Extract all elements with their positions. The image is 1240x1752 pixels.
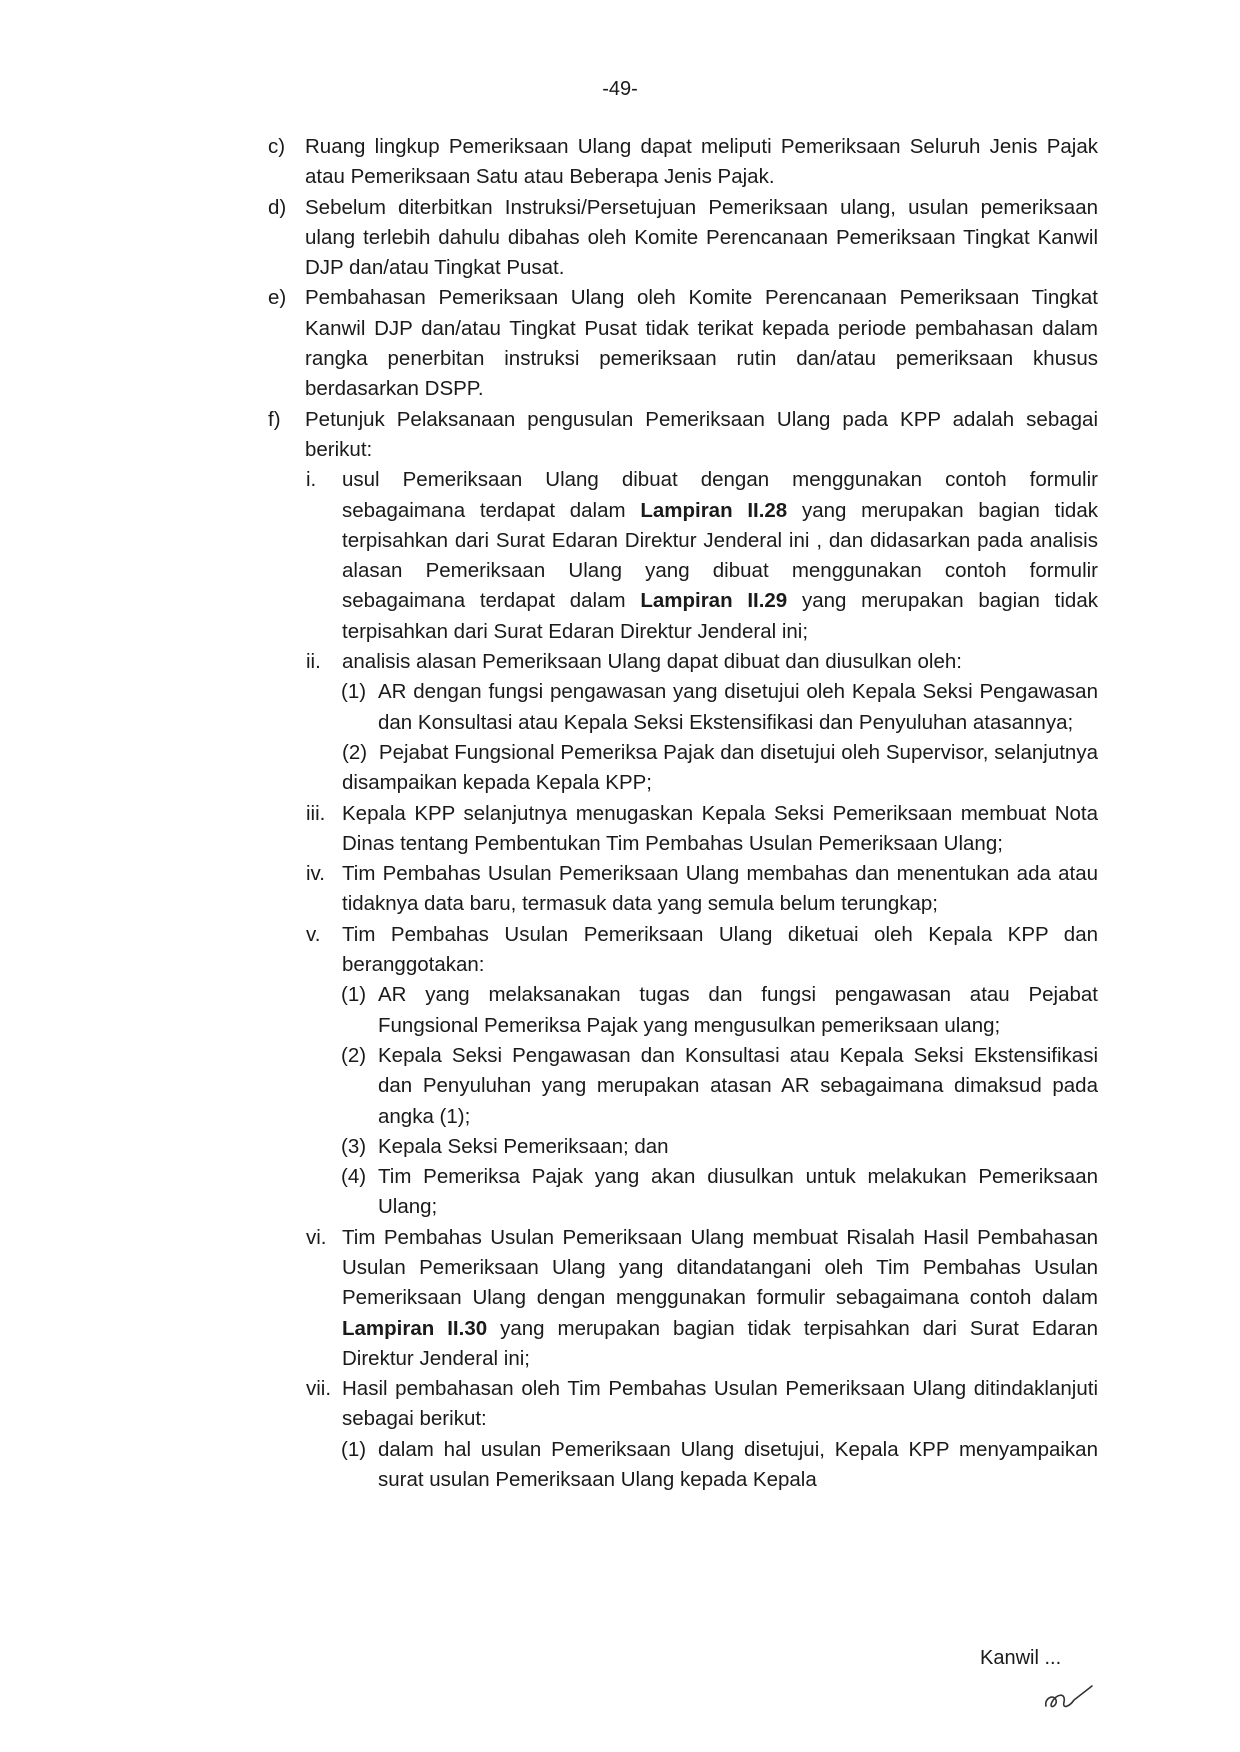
point-marker: (3) (341, 1134, 367, 1158)
item-marker: e) (268, 286, 287, 310)
continuation-catchword: Kanwil ... (980, 1647, 1062, 1669)
point-marker: (2) (342, 740, 368, 764)
sub-point-v-3 (268, 1132, 1098, 1162)
sub-point-vii-1 (268, 1435, 1098, 1496)
item-marker: c) (268, 135, 286, 158)
item-marker: f) (268, 407, 281, 431)
sub-item-vii (268, 1374, 1098, 1435)
point-text: dalam hal usulan Pemeriksaan Ulang disetujui, Kepala KPP menyampaikan surat usulan Pemeriksaan Ulang kepada Kepala (378, 1437, 1098, 1492)
point-text: Kepala Seksi Pemeriksaan; dan (378, 1134, 669, 1158)
item-text: Tim Pembahas Usulan Pemeriksaan Ulang diketuai oleh Kepala KPP dan beranggotakan: (342, 922, 1098, 977)
item-text: Tim Pembahas Usulan Pemeriksaan Ulang membahas dan menentukan ada atau tidaknya data baru, termasuk data yang semula belum terungkap; (342, 862, 1098, 916)
item-text: yang merupakan bagian tidak terpisahkan dari Surat Edaran Direktur Jenderal ini; (342, 589, 1098, 643)
sub-item-iv (268, 859, 1098, 920)
item-text: analisis alasan Pemeriksaan Ulang dapat dibuat dan diusulkan oleh: (342, 650, 962, 674)
item-marker: iv. (306, 862, 325, 886)
sub-point-v-1 (268, 980, 1098, 1041)
item-text: Tim Pembahas Usulan Pemeriksaan Ulang membuat Risalah Hasil Pembahasan Usulan Pemeriksaan Ulang yang ditandatangani oleh Tim Pembahas Usulan Pemeriksaan Ulang dengan menggunakan formulir sebagaimana contoh dalam (342, 1225, 1098, 1310)
item-text: Pembahasan Pemeriksaan Ulang oleh Komite Perencanaan Pemeriksaan Tingkat Kanwil DJP dan/atau Tingkat Pusat tidak terikat kepada periode pembahasan dalam rangka penerbitan instruksi pemeriksaan rutin dan/atau pemeriksaan khusus berdasarkan DSPP. (305, 286, 1098, 401)
point-text: AR yang melaksanakan tugas dan fungsi pengawasan atau Pejabat Fungsional Pemeriksa Pajak yang mengusulkan pemeriksaan ulang; (378, 983, 1098, 1037)
item-marker: iii. (306, 801, 326, 825)
item-text: Hasil pembahasan oleh Tim Pembahas Usulan Pemeriksaan Ulang ditindaklanjuti sebagai berikut: (342, 1377, 1098, 1431)
item-text: yang merupakan bagian tidak terpisahkan dari Surat Edaran Direktur Jenderal ini , dan didasarkan pada analisis alasan Pemeriksaan Ulang yang dibuat menggunakan contoh formulir sebagaimana terdapat dalam (342, 498, 1098, 613)
item-marker: v. (306, 922, 321, 946)
sub-item-vi (268, 1223, 1098, 1374)
item-text: usul Pemeriksaan Ulang dibuat dengan menggunakan contoh formulir sebagaimana terdapat dalam (342, 468, 1098, 522)
sub-point-ii-2 (268, 738, 1098, 799)
point-marker: (1) (341, 680, 367, 704)
item-text: Kepala KPP selanjutnya menugaskan Kepala Seksi Pemeriksaan membuat Nota Dinas tentang Pembentukan Tim Pembahas Usulan Pemeriksaan Ulang; (342, 801, 1098, 855)
item-text: Sebelum diterbitkan Instruksi/Persetujuan Pemeriksaan ulang, usulan pemeriksaan ulang terlebih dahulu dibahas oleh Komite Perencanaan Pemeriksaan Tingkat Kanwil DJP dan/atau Tingkat Pusat. (305, 195, 1098, 280)
sub-point-ii-1 (268, 677, 1098, 738)
list-item-f (268, 405, 1098, 466)
item-marker: i. (306, 468, 317, 492)
point-text: Tim Pemeriksa Pajak yang akan diusulkan untuk melakukan Pemeriksaan Ulang; (378, 1165, 1098, 1219)
lampiran-ref: Lampiran II.30 (342, 1316, 488, 1340)
item-text: yang merupakan bagian tidak terpisahkan dari Surat Edaran Direktur Jenderal ini; (342, 1316, 1098, 1370)
item-marker: vii. (306, 1377, 332, 1401)
paraf-signature-icon (1040, 1676, 1100, 1716)
sub-item-iii (268, 799, 1098, 860)
sub-item-ii (268, 647, 1098, 677)
point-marker: (2) (341, 1043, 367, 1067)
point-marker: (1) (341, 983, 367, 1007)
item-marker: d) (268, 195, 287, 219)
list-item-d (268, 193, 1098, 284)
item-text: Petunjuk Pelaksanaan pengusulan Pemeriksaan Ulang pada KPP adalah sebagai berikut: (305, 407, 1098, 461)
point-marker: (4) (341, 1165, 367, 1189)
point-text: Pejabat Fungsional Pemeriksa Pajak dan disetujui oleh Supervisor, selanjutnya disampaikan kepada Kepala KPP; (342, 740, 1098, 795)
sub-point-v-2 (268, 1041, 1098, 1132)
item-marker: vi. (306, 1225, 327, 1249)
sub-item-i (268, 465, 1098, 647)
sub-point-v-4 (268, 1162, 1098, 1223)
item-marker: ii. (306, 650, 321, 674)
list-item-c (268, 132, 1098, 193)
lampiran-ref: Lampiran II.29 (640, 589, 788, 613)
page-number: -49- (602, 78, 638, 100)
lampiran-ref: Lampiran II.28 (640, 498, 788, 522)
sub-item-v (268, 920, 1098, 981)
point-marker: (1) (341, 1437, 367, 1461)
point-text: AR dengan fungsi pengawasan yang disetujui oleh Kepala Seksi Pengawasan dan Konsultasi atau Kepala Seksi Ekstensifikasi dan Penyuluhan atasannya; (378, 680, 1098, 734)
document-body (268, 132, 1098, 1495)
item-text: Ruang lingkup Pemeriksaan Ulang dapat meliputi Pemeriksaan Seluruh Jenis Pajak atau Pemeriksaan Satu atau Beberapa Jenis Pajak. (305, 135, 1098, 189)
point-text: Kepala Seksi Pengawasan dan Konsultasi atau Kepala Seksi Ekstensifikasi dan Penyuluhan yang merupakan atasan AR sebagaimana dimaksud pada angka (1); (378, 1043, 1098, 1128)
list-item-e (268, 283, 1098, 404)
